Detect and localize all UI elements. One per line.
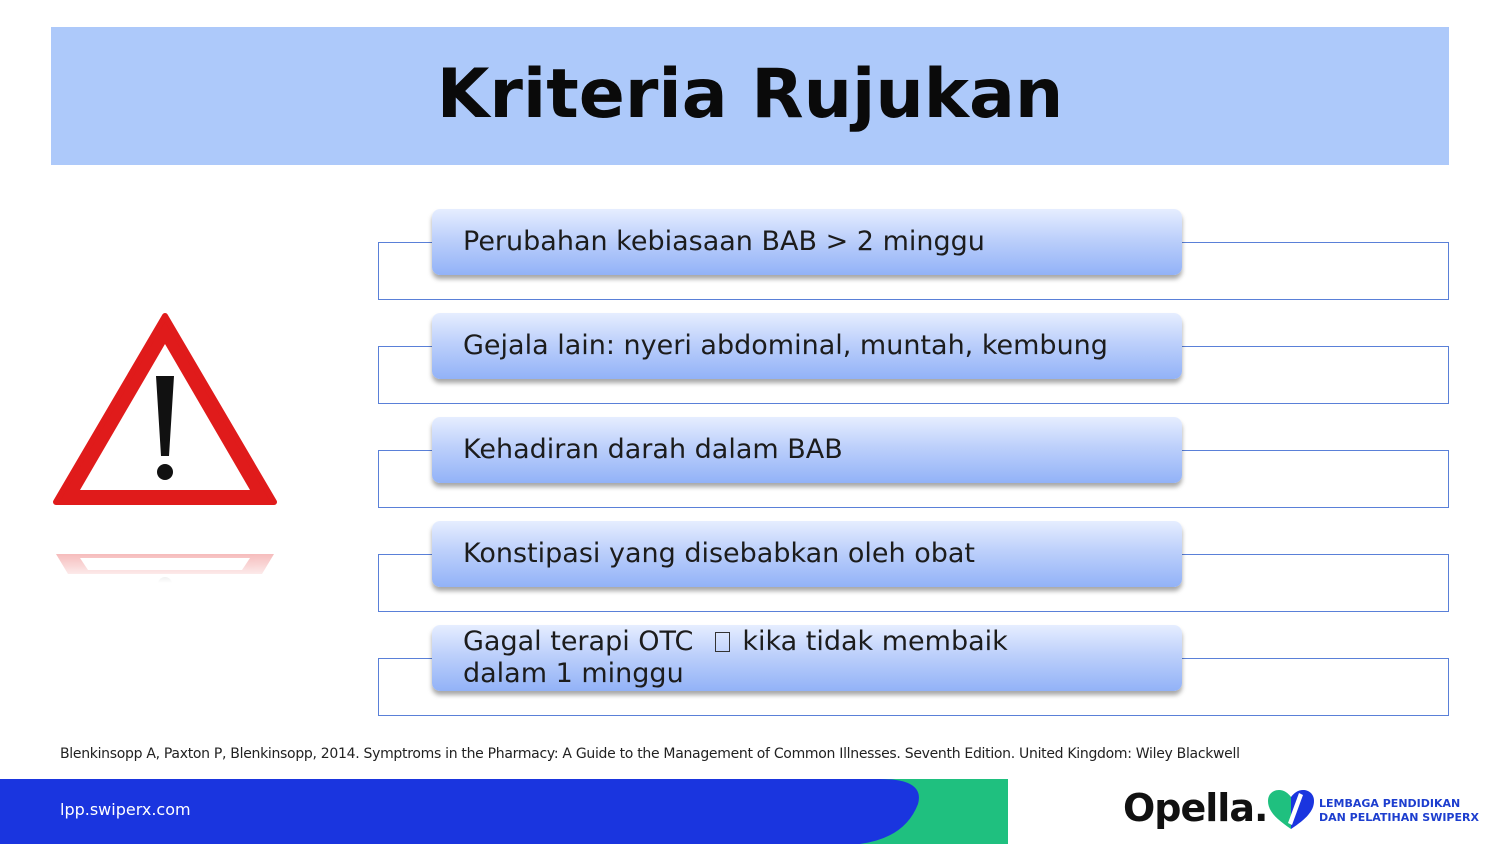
criteria-row-3 bbox=[378, 434, 1449, 508]
lpp-line-2: DAN PELATIHAN SWIPERX bbox=[1319, 811, 1479, 824]
criteria-row-1 bbox=[378, 226, 1449, 300]
opella-logo: Opella. bbox=[1123, 786, 1268, 830]
criteria-text bbox=[432, 626, 1008, 690]
criteria-row-4 bbox=[378, 538, 1449, 612]
warning-triangle-icon bbox=[48, 298, 282, 598]
criteria-text-segment: Gagal terapi OTC bbox=[463, 626, 694, 657]
slide-title: Kriteria Rujukan bbox=[436, 54, 1064, 134]
criteria-row-2 bbox=[378, 330, 1449, 404]
lpp-line-1: LEMBAGA PENDIDIKAN bbox=[1319, 797, 1461, 810]
lpp-logo-text bbox=[1319, 797, 1479, 825]
footer-url[interactable]: lpp.swiperx.com bbox=[60, 800, 191, 819]
citation: Blenkinsopp A, Paxton P, Blenkinsopp, 2014. Symptroms in the Pharmacy: A Guide to the Management of Common Illnesses. Seventh Edition. United Kingdom: Wiley Blackwell bbox=[60, 746, 1240, 762]
criteria-pill bbox=[432, 313, 1182, 379]
criteria-pill bbox=[432, 625, 1182, 691]
criteria-text: Kehadiran darah dalam BAB bbox=[463, 434, 843, 465]
title-band bbox=[51, 27, 1449, 165]
criteria-text: Gejala lain: nyeri abdominal, muntah, kembung bbox=[463, 330, 1108, 361]
heart-logo-icon bbox=[1266, 789, 1316, 831]
criteria-text-line bbox=[463, 626, 1008, 658]
criteria-text: Perubahan kebiasaan BAB > 2 minggu bbox=[463, 226, 985, 257]
criteria-pill bbox=[432, 209, 1182, 275]
criteria-row-5 bbox=[378, 626, 1449, 716]
criteria-pill bbox=[432, 521, 1182, 587]
criteria-text-segment: kika tidak membaik bbox=[742, 626, 1008, 657]
criteria-text-line: dalam 1 minggu bbox=[463, 658, 684, 689]
criteria-text: Konstipasi yang disebabkan oleh obat bbox=[463, 538, 975, 569]
criteria-pill bbox=[432, 417, 1182, 483]
missing-glyph-box-icon bbox=[715, 632, 730, 652]
